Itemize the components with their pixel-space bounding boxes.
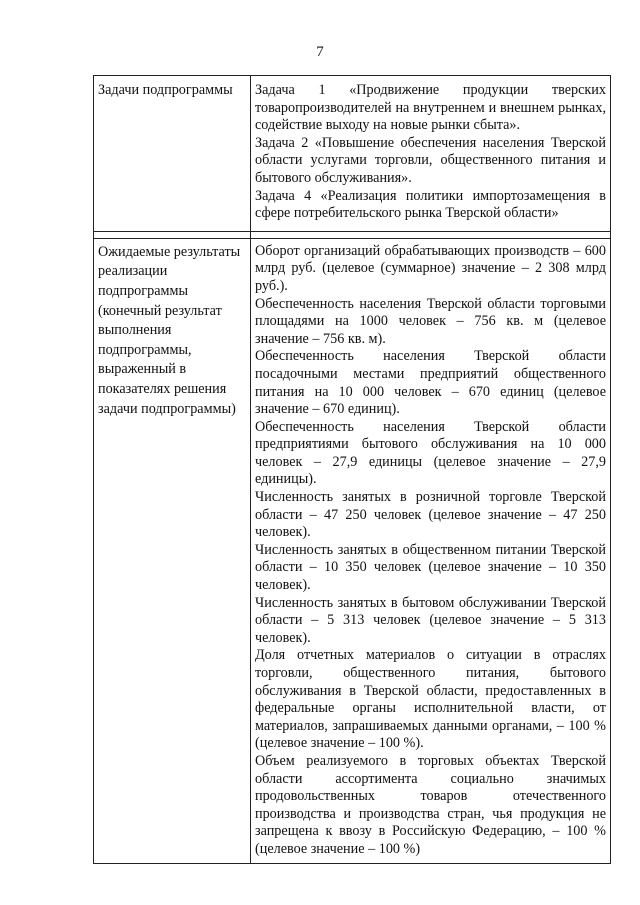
result-catering-seats: Обеспеченность населения Тверской области посадочными местами предприятий общественного питания на 10 000 человек – 670 единиц (целевое значение – 670 единиц). (255, 348, 606, 418)
result-manufacturing-turnover: Оборот организаций обрабатывающих производств – 600 млрд руб. (целевое (суммарное) значение – 2 308 млрд руб.). (255, 242, 606, 294)
results-label: Ожидаемые результаты реализации подпрограммы (конечный результат выполнения подпрограммы, выраженный в показателях решения задачи подпрограммы) (98, 243, 241, 417)
task-4-text: Задача 4 «Реализация политики импортозамещения в сфере потребительского рынка Тверской области» (255, 187, 606, 222)
task-2-text: Задача 2 «Повышение обеспечения населения Тверской области услугами торговли, общественного питания и бытового обслуживания». (255, 134, 606, 186)
task-1-text: Задача 1 «Продвижение продукции тверских товаропроизводителей на внутреннем и внешнем рынках, содействие выходу на новые рынки сбыта». (255, 82, 606, 134)
result-retail-space: Обеспеченность населения Тверской области торговыми площадями на 1000 человек – 756 кв. м (целевое значение – 756 кв. м). (255, 295, 606, 347)
tasks-content-cell (251, 76, 611, 232)
separator-right (251, 231, 611, 238)
result-social-goods-volume: Объем реализуемого в торговых объектах Тверской области ассортимента социально значимых продовольственных товаров отечественного производства и производства стран, чья продукция не запрещена к ввозу в Российскую Федерацию, – 100 % (целевое значение – 100 %) (255, 752, 606, 857)
program-table (93, 75, 611, 864)
result-consumer-services: Обеспеченность населения Тверской области предприятиями бытового обслуживания на 10 000 человек – 27,9 единицы (целевое значение – 27,9 единицы). (255, 418, 606, 488)
page-number: 7 (316, 44, 324, 60)
table-row-results (94, 238, 611, 863)
tasks-label-cell (94, 76, 251, 232)
tasks-label: Задачи подпрограммы (98, 82, 233, 98)
results-content-cell (251, 238, 611, 863)
result-catering-employment: Численность занятых в общественном питании Тверской области – 10 350 человек (целевое значение – 10 350 человек). (255, 541, 606, 594)
separator-left (94, 231, 251, 238)
results-label-cell (94, 238, 251, 863)
result-services-employment: Численность занятых в бытовом обслуживании Тверской области – 5 313 человек (целевое значение – 5 313 человек). (255, 594, 606, 646)
result-retail-employment: Численность занятых в розничной торговле Тверской области – 47 250 человек (целевое значение – 47 250 человек). (255, 489, 606, 541)
table-row-tasks (94, 76, 611, 232)
row-separator (94, 231, 611, 238)
result-reporting-share: Доля отчетных материалов о ситуации в отраслях торговли, общественного питания, бытового обслуживания в Тверской области, предоставленных в федеральные органы исполнительной власти, от материалов, запрашиваемых данными органами, – 100 % (целевое значение – 100 %). (255, 647, 606, 752)
